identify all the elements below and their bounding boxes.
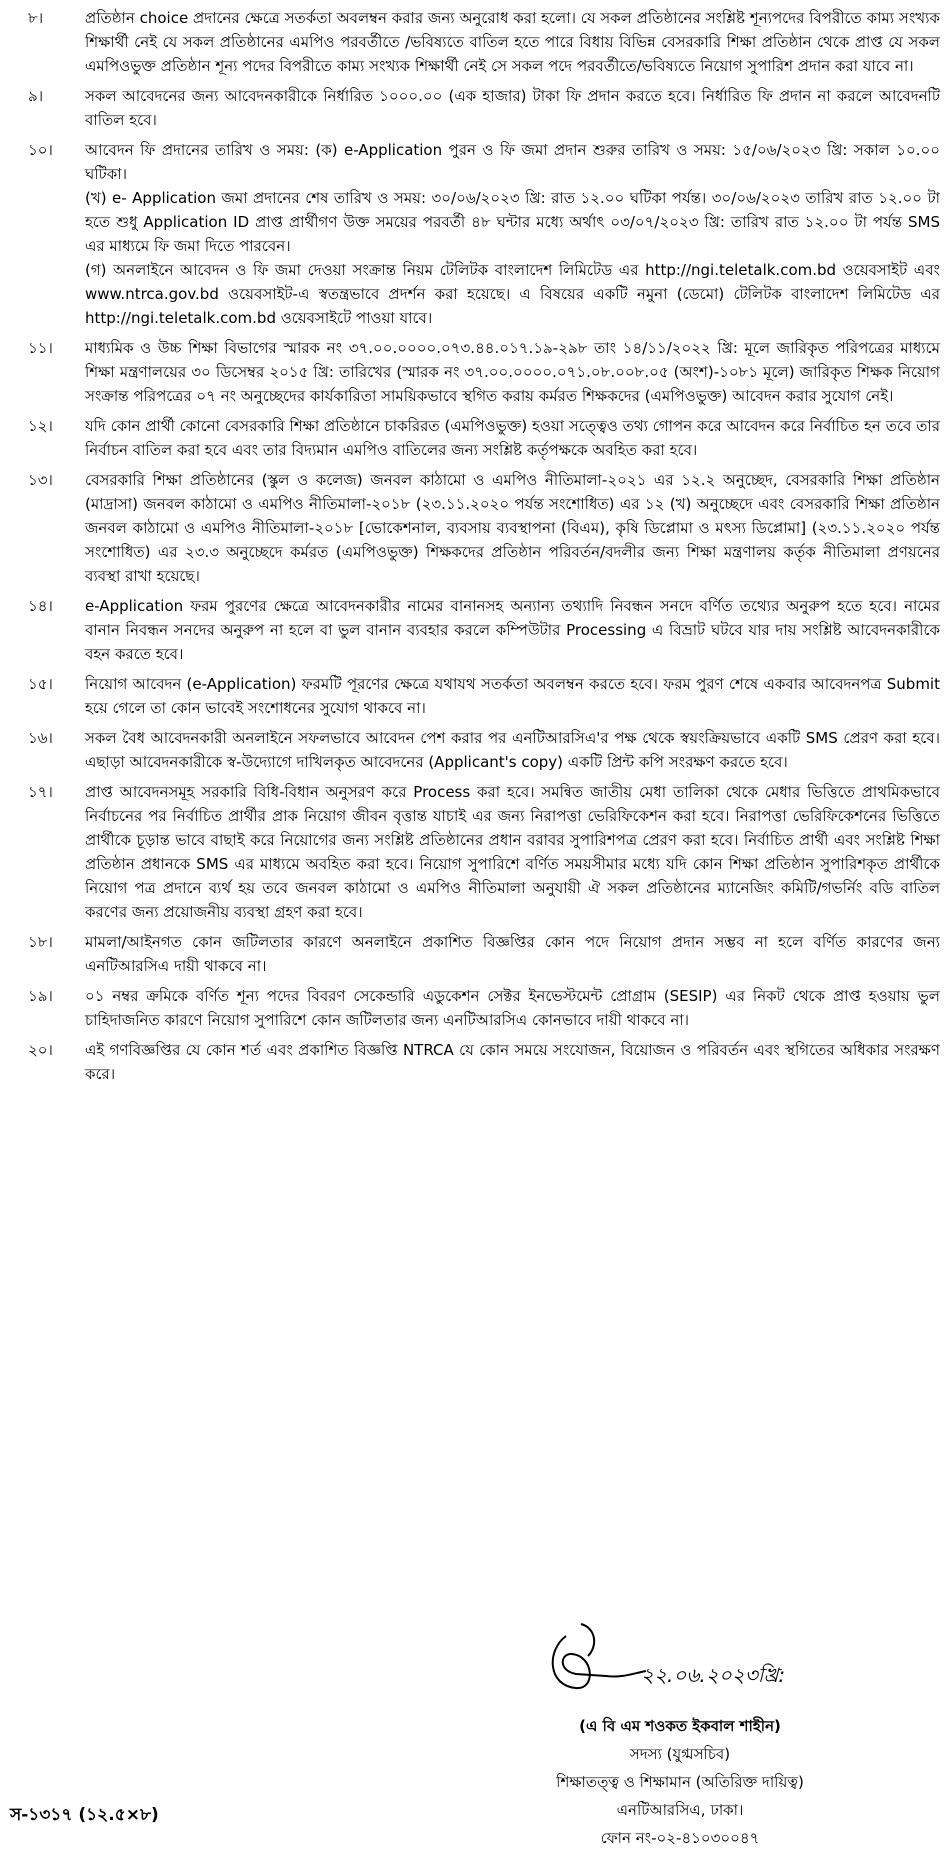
clause-text	[85, 1038, 946, 1086]
clause-paragraph: এই গণবিজ্ঞপ্তির যে কোন শর্ত এবং প্রকাশিত বিজ্ঞপ্তি NTRCA যে কোন সময়ে সংযোজন, বিয়োজন ও পরিবর্তন এবং স্থগিতের অধিকার সংরক্ষণ করে।	[85, 1041, 940, 1083]
clause-paragraph: ০১ নম্বর ক্রমিকে বর্ণিত শূন্য পদের বিবরণ সেকেন্ডারি এডুকেশন সেক্টর ইনভেস্টমেন্ট প্রোগ্রাম (SESIP) এর নিকট থেকে প্রাপ্ত হওয়ায় ভুল চাহিদাজনিত কারণে নিয়োগ সুপারিশে কোন জটিলতার জন্য এনটিআরসিএ কোনভাবে দায়ী থাকবে না।	[85, 987, 940, 1029]
clause-paragraph: নিয়োগ আবেদন (e-Application) ফরমটি পূরণের ক্ষেত্রে যথাযথ সতর্কতা অবলম্বন করতে হবে। ফরম পুরণ শেষে একবার আবেদনপত্র Submit হয়ে গেলে তা কোন ভাবেই সংশোধনের সুযোগ থাকবে না।	[85, 675, 940, 717]
clause-item	[10, 468, 946, 588]
clause-list	[10, 6, 946, 1092]
clause-number: ১৬।	[28, 729, 53, 747]
clause-text	[85, 780, 946, 924]
clause-paragraph: সকল বৈধ আবেদনকারী অনলাইনে সফলভাবে আবেদন পেশ করার পর এনটিআরসিএ'র পক্ষ থেকে স্বয়ংক্রিয়ভাবে একটি SMS প্রেরণ করা হবে। এছাড়া আবেদনকারীকে স্ব-উদ্যোগে দাখিলকৃত আবেদনের (Applicant's copy) একটি প্রিন্ট কপি সংরক্ষণ করতে হবে।	[85, 729, 940, 771]
clause-item	[10, 1038, 946, 1086]
clause-item	[10, 672, 946, 720]
clause-number: ৮।	[28, 9, 44, 27]
clause-text	[85, 726, 946, 774]
clause-text	[85, 594, 946, 666]
officer-role: সদস্য (যুগ্মসচিব)	[629, 1745, 731, 1763]
clause-text	[85, 672, 946, 720]
clause-item	[10, 984, 946, 1032]
signature	[536, 1616, 796, 1706]
officer-organization: এনটিআরসিএ, ঢাকা।	[616, 1801, 744, 1819]
clause-number: ১২।	[28, 417, 53, 435]
signature-scribble	[536, 1616, 796, 1706]
clause-number: ২০।	[28, 1041, 53, 1059]
clause-item	[10, 84, 946, 132]
clause-text	[85, 984, 946, 1032]
clause-number: ১৭।	[28, 783, 53, 801]
clause-item	[10, 726, 946, 774]
clause-item	[10, 6, 946, 78]
clause-number: ১৪।	[28, 597, 53, 615]
clause-paragraph: (গ) অনলাইনে আবেদন ও ফি জমা দেওয়া সংক্রান্ত নিয়ম টেলিটক বাংলাদেশ লিমিটেড এর http://ngi.teletalk.com.bd ওয়েবসাইট এবং www.ntrca.gov.bd ওয়েবসাইট-এ স্বতন্ত্রভাবে প্রদর্শন করা হয়েছে। এ বিষয়ের একটি নমুনা (ডেমো) টেলিটক বাংলাদেশ লিমিটেড এর http://ngi.teletalk.com.bd ওয়েবসাইটে পাওয়া যাবে।	[85, 261, 940, 327]
clause-paragraph: প্রাপ্ত আবেদনসমূহ সরকারি বিধি-বিধান অনুসরণ করে Process করা হবে। সমন্বিত জাতীয় মেধা তালিকা থেকে মেধার ভিত্তিতে প্রাথমিকভাবে নির্বাচনের পর নির্বাচিত প্রার্থীর প্রাক নিয়োগ জীবন বৃত্তান্ত যাচাই এর জন্য নিরাপত্তা ভেরিফিকেশন করা হবে। নিরাপত্তা ভেরিফিকেশনের ভিত্তিতে প্রার্থীকে চূড়ান্ত ভাবে বাছাই করে নিয়োগের জন্য সংশ্লিষ্ট প্রতিষ্ঠানের প্রধান বরাবর সুপারিশপত্র প্রেরণ করা হবে। নির্বাচিত প্রার্থী এবং সংশ্লিষ্ট শিক্ষা প্রতিষ্ঠান প্রধানকে SMS এর মাধ্যমে অবহিত করা হবে। নিয়োগ সুপারিশে বর্ণিত সময়সীমার মধ্যে যদি কোন শিক্ষা প্রতিষ্ঠান সুপারিশকৃত প্রার্থীকে নিয়োগ পত্র প্রদানে ব্যর্থ হয় তবে জনবল কাঠামো ও এমপিও নীতিমালা অনুযায়ী ঐ সকল প্রতিষ্ঠানের ম্যানেজিং কমিটি/গভর্নিং বডি বাতিল করণের জন্য প্রয়োজনীয় ব্যবস্থা গ্রহণ করা হবে।	[85, 783, 940, 921]
officer-name: (এ বি এম শওকত ইকবাল শাহীন)	[579, 1717, 781, 1735]
clause-item	[10, 930, 946, 978]
clause-number: ১১।	[28, 339, 53, 357]
clause-number: ১৫।	[28, 675, 53, 693]
clause-number: ১৮।	[28, 933, 53, 951]
clause-paragraph: সকল আবেদনের জন্য আবেদনকারীকে নির্ধারিত ১০০০.০০ (এক হাজার) টাকা ফি প্রদান করতে হবে। নির্ধারিত ফি প্রদান না করলে আবেদনটি বাতিল হবে।	[85, 87, 940, 129]
clause-item	[10, 138, 946, 330]
clause-paragraph: e-Application ফরম পুরণের ক্ষেত্রে আবেদনকারীর নামের বানানসহ অন্যান্য তথ্যাদি নিবন্ধন সনদে বর্ণিত তথ্যের অনুরুপ হতে হবে। নামের বানান নিবন্ধন সনদের অনুরুপ না হলে বা ভুল বানান ব্যবহার করলে কম্পিউটার Processing এ বিভ্রাট ঘটবে যার দায় সংশ্লিষ্ট আবেদনকারীকে বহন করতে হবে।	[85, 597, 940, 663]
clause-paragraph: (খ) e- Application জমা প্রদানের শেষ তারিখ ও সময়: ৩০/০৬/২০২৩ খ্রি: রাত ১২.০০ ঘটিকা পর্যন্ত। ৩০/০৬/২০২৩ তারিখ রাত ১২.০০ টা হতে শুধু Application ID প্রাপ্ত প্রার্থীগণ উক্ত সময়ের পরবর্তী ৪৮ ঘন্টার মধ্যে অর্থাৎ ০৩/০৭/২০২৩ খ্রি: তারিখ রাত ১২.০০ টা পর্যন্ত SMS এর মাধ্যমে ফি জমা দিতে পারবেন।	[85, 189, 940, 255]
reference-code: স-১৩১৭ (১২.৫×৮)	[10, 1805, 159, 1825]
clause-item	[10, 594, 946, 666]
clause-item	[10, 414, 946, 462]
clause-text	[85, 930, 946, 978]
signature-date: ২২.০৬.২০২৩খ্রি:	[641, 1663, 786, 1687]
clause-item	[10, 336, 946, 408]
clause-number: ১৩।	[28, 471, 53, 489]
clause-text	[85, 336, 946, 408]
clause-number: ১০।	[28, 141, 53, 159]
notice-page	[10, 6, 946, 1847]
clause-text	[85, 138, 946, 330]
clause-paragraph: প্রতিষ্ঠান choice প্রদানের ক্ষেত্রে সতর্কতা অবলম্বন করার জন্য অনুরোধ করা হলো। যে সকল প্রতিষ্ঠানের সংশ্লিষ্ট শূন্যপদের বিপরীতে কাম্য সংখ্যক শিক্ষার্থী নেই যে সকল প্রতিষ্ঠানের এমপিও পরবর্তীতে /ভবিষ্যতে বাতিল হতে পারে বিধায় বিভিন্ন বেসরকারি শিক্ষা প্রতিষ্ঠান থেকে প্রাপ্ত যে সকল এমপিওভুক্ত প্রতিষ্ঠান শূন্য পদের বিপরীতে কাম্য সংখ্যক শিক্ষার্থী নেই সে সকল পদে পরবর্তীতে/ভবিষ্যতে নিয়োগ সুপারিশ প্রদান করা যাবে না।	[85, 9, 940, 75]
clause-text	[85, 414, 946, 462]
officer-phone: ফোন নং-০২-৪১০৩০০৪৭	[600, 1829, 760, 1847]
clause-text	[85, 6, 946, 78]
clause-paragraph: বেসরকারি শিক্ষা প্রতিষ্ঠানের (স্কুল ও কলেজ) জনবল কাঠামো ও এমপিও নীতিমালা-২০২১ এর ১২.২ অনুচ্ছেদ, বেসরকারি শিক্ষা প্রতিষ্ঠান (মাদ্রাসা) জনবল কাঠামো ও এমপিও নীতিমালা-২০১৮ (২৩.১১.২০২০ পর্যন্ত সংশোধিত) এর ১২ (খ) অনুচ্ছেদে এবং বেসরকারি শিক্ষা প্রতিষ্ঠান জনবল কাঠামো ও এমপিও নীতিমালা-২০১৮ [ভোকেশনাল, ব্যবসায় ব্যবস্থাপনা (বিএম), কৃষি ডিপ্লোমা ও মৎস্য ডিপ্লোমা] (২৩.১১.২০২০ পর্যন্ত সংশোধিত) এর ২৩.৩ অনুচ্ছেদে কর্মরত (এমপিওভুক্ত) শিক্ষকদের প্রতিষ্ঠান পরিবর্তন/বদলীর জন্য শিক্ষা মন্ত্রণালয় কর্তৃক নীতিমালা প্রণয়নের ব্যবস্থা রাখা হয়েছে।	[85, 471, 940, 585]
clause-paragraph: মামলা/আইনগত কোন জটিলতার কারণে অনলাইনে প্রকাশিত বিজ্ঞপ্তির কোন পদে নিয়োগ প্রদান সম্ভব না হলে বর্ণিত কারণের জন্য এনটিআরসিএ দায়ী থাকবে না।	[85, 933, 940, 975]
clause-paragraph: যদি কোন প্রার্থী কোনো বেসরকারি শিক্ষা প্রতিষ্ঠানে চাকরিরত (এমপিওভুক্ত) হওয়া সত্ত্বেও তথ্য গোপন করে আবেদন করে নির্বাচিত হন তবে তার নির্বাচন বাতিল করা হবে এবং তার বিদ্যমান এমপিও বাতিলের জন্য সংশ্লিষ্ট কর্তৃপক্ষকে অবহিত করা হবে।	[85, 417, 940, 459]
officer-office: শিক্ষাতত্ত্ব ও শিক্ষামান (অতিরিক্ত দায়িত্ব)	[556, 1773, 804, 1791]
clause-item	[10, 780, 946, 924]
clause-text	[85, 468, 946, 588]
clause-paragraph: আবেদন ফি প্রদানের তারিখ ও সময়: (ক) e-Application পুরন ও ফি জমা প্রদান শুরুর তারিখ ও সময়: ১৫/০৬/২০২৩ খ্রি: সকাল ১০.০০ ঘটিকা।	[85, 141, 940, 183]
clause-number: ১৯।	[28, 987, 53, 1005]
clause-paragraph: মাধ্যমিক ও উচ্চ শিক্ষা বিভাগের স্মারক নং ৩৭.০০.০০০০.০৭৩.৪৪.০১৭.১৯-২৯৮ তাং ১৪/১১/২০২২ খ্রি: মূলে জারিকৃত পরিপত্রের মাধ্যমে শিক্ষা মন্ত্রণালয়ের ৩০ ডিসেম্বর ২০১৫ খ্রি: তারিখের (স্মারক নং ৩৭.০০.০০০০.০৭১.০৮.০০৮.০৫ (অংশ)-১০৮১ মূলে) জারিকৃত শিক্ষক নিয়োগ সংক্রান্ত পরিপত্রের ০৭ নং অনুচ্ছেদের কার্যকারিতা সাময়িকভাবে স্থগিত করায় কর্মরত শিক্ষকদের (এমপিওভুক্ত) আবেদন করার সুযোগ নেই।	[85, 339, 940, 405]
clause-text	[85, 84, 946, 132]
clause-number: ৯।	[28, 87, 44, 105]
